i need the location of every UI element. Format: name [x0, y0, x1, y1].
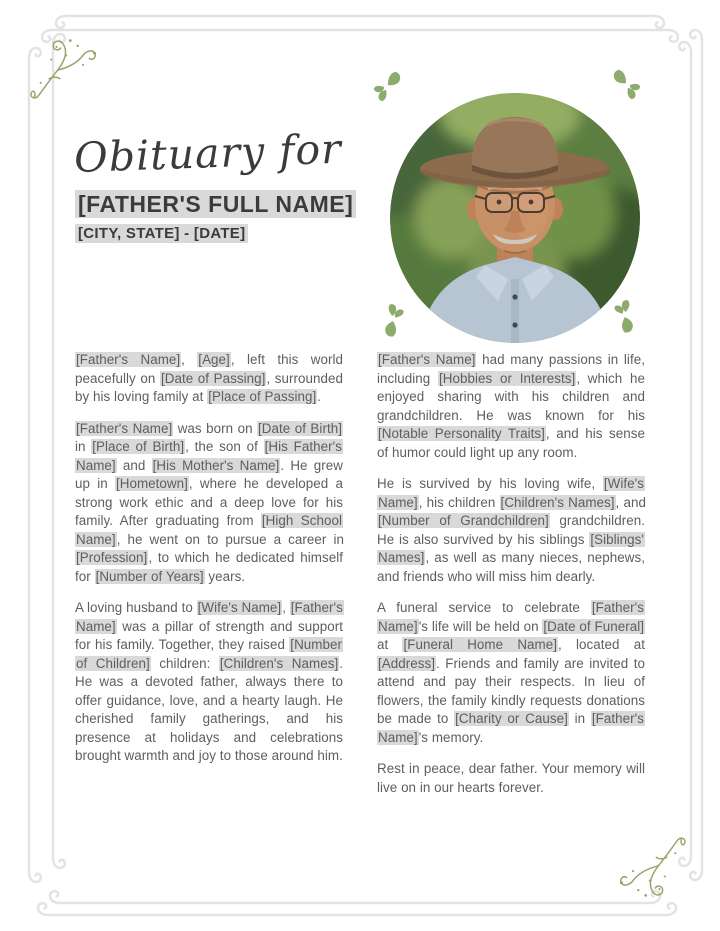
placeholder-field: [Charity or Cause]	[455, 711, 568, 726]
text-run: . He grew up in	[75, 457, 343, 491]
leaf-sprig-icon	[367, 293, 419, 345]
placeholder-field: [Profession]	[76, 550, 148, 565]
text-run: and	[116, 457, 152, 473]
text-run: grandchildren. He is also survived by his siblings	[377, 513, 645, 547]
city-state-date-placeholder	[75, 225, 365, 242]
placeholder-field: [Father's Name]	[76, 420, 173, 436]
text-run: was a pillar of strength and support for his family. Together, they raised	[75, 618, 343, 652]
placeholder-field: [Father's Name]	[378, 711, 644, 745]
obituary-paragraph	[377, 351, 645, 462]
text-run: in	[75, 439, 92, 454]
obituary-paragraph	[377, 475, 645, 586]
floral-flourish-icon	[28, 30, 102, 104]
text-run: , and his sense of humor could light up any room.	[377, 426, 645, 460]
text-run: A loving husband to	[75, 600, 197, 615]
placeholder-field: [Date of Birth]	[258, 420, 342, 436]
leaf-sprig-icon	[368, 68, 406, 106]
text-run: , where he developed a strong work ethic and a deep love for his family. After graduating from	[75, 476, 343, 528]
text-run: was born on	[173, 420, 258, 436]
placeholder-field: [Children's Names]	[219, 655, 339, 671]
portrait-photo	[390, 93, 640, 343]
placeholder-field: [Age]	[198, 352, 230, 367]
text-run: , surrounded by his loving family at	[75, 370, 343, 404]
script-title: Obituary for	[73, 124, 343, 182]
text-run: A funeral service to celebrate	[377, 600, 591, 615]
text-run: , his children	[418, 494, 500, 510]
father-full-name-placeholder	[75, 191, 365, 218]
placeholder-field: [Date of Passing]	[160, 370, 266, 386]
placeholder-field: [Number of Years]	[95, 568, 204, 584]
placeholder-field: [Father's Name]	[76, 600, 343, 634]
placeholder-field: [Number of Children]	[76, 637, 342, 671]
placeholder-field: [His Mother's Name]	[152, 457, 280, 473]
text-run: He is survived by his loving wife,	[377, 476, 603, 491]
text-run: , which he enjoyed sharing with his children and grandchildren. He was known for his	[377, 370, 646, 423]
text-run: , left this world peacefully on	[75, 352, 343, 386]
text-run: , as well as many nieces, nephews, and friends who will miss him dearly.	[377, 550, 645, 584]
placeholder-field: [Date of Funeral]	[543, 618, 645, 634]
placeholder-field: [Father's Name]	[378, 352, 476, 367]
text-run: , and	[615, 494, 646, 510]
right-column	[377, 351, 645, 810]
placeholder-field: [Wife's Name]	[197, 600, 282, 615]
obituary-body	[75, 351, 645, 810]
text-run: ,	[282, 600, 290, 615]
text-run: at	[377, 637, 403, 652]
text-run: , the son of	[185, 439, 264, 454]
text-run: had many passions in life, including	[377, 352, 645, 386]
obituary-paragraph	[377, 599, 645, 747]
placeholder-field: [Father's Name]	[378, 600, 644, 634]
placeholder-field: [His Father's Name]	[76, 439, 342, 473]
text-run: years.	[204, 568, 246, 584]
placeholder-field: [Hometown]	[115, 476, 188, 491]
obituary-paragraph	[75, 351, 343, 407]
placeholder-field: [Children's Names]	[500, 494, 615, 510]
city-state-date-text: [CITY, STATE] - [DATE]	[75, 224, 248, 243]
text-run: ,	[181, 352, 198, 367]
placeholder-field: [Funeral Home Name]	[403, 637, 558, 652]
portrait-photo-illustration	[390, 93, 640, 343]
left-column	[75, 351, 343, 810]
placeholder-field: [Notable Personality Traits]	[378, 426, 545, 441]
text-run: children:	[150, 655, 219, 671]
placeholder-field: [Wife's Name]	[378, 476, 644, 510]
text-run: , located at	[558, 637, 646, 652]
text-run: Rest in peace, dear father. Your memory will live on in our hearts forever.	[377, 761, 645, 795]
text-run: in	[568, 711, 591, 726]
placeholder-field: [Hobbies or Interests]	[439, 370, 576, 386]
placeholder-field: [Place of Passing]	[208, 389, 317, 404]
obituary-paragraph	[377, 760, 645, 797]
obituary-paragraph	[75, 599, 343, 766]
text-run: 's memory.	[418, 729, 484, 745]
placeholder-field: [Number of Grandchildren]	[378, 513, 549, 528]
text-run: , he went on to pursue a career in	[116, 531, 344, 547]
leaf-sprig-icon	[608, 66, 646, 104]
placeholder-field: [Father's Name]	[76, 352, 181, 367]
text-run: 's life will be held on	[418, 618, 543, 634]
placeholder-field: [Siblings' Names]	[378, 531, 644, 565]
header	[73, 124, 365, 243]
text-run: . He was a devoted father, always there to offer guidance, love, and a hearty laugh. He cherished family gatherings, and his presence at holidays and celebrations brought warmth and joy to those around him.	[75, 655, 343, 763]
placeholder-field: [High School Name]	[76, 513, 342, 547]
obituary-paragraph	[75, 420, 343, 587]
text-run: . Friends and family are invited to attend and pay their respects. In lieu of flowers, the family kindly requests donations be made to	[377, 655, 645, 726]
text-run: .	[317, 389, 322, 404]
floral-flourish-icon	[614, 832, 688, 906]
father-full-name-text: [FATHER'S FULL NAME]	[75, 190, 356, 218]
placeholder-field: [Place of Birth]	[92, 439, 185, 454]
placeholder-field: [Address]	[378, 655, 436, 671]
text-run: , to which he dedicated himself for	[75, 550, 343, 584]
